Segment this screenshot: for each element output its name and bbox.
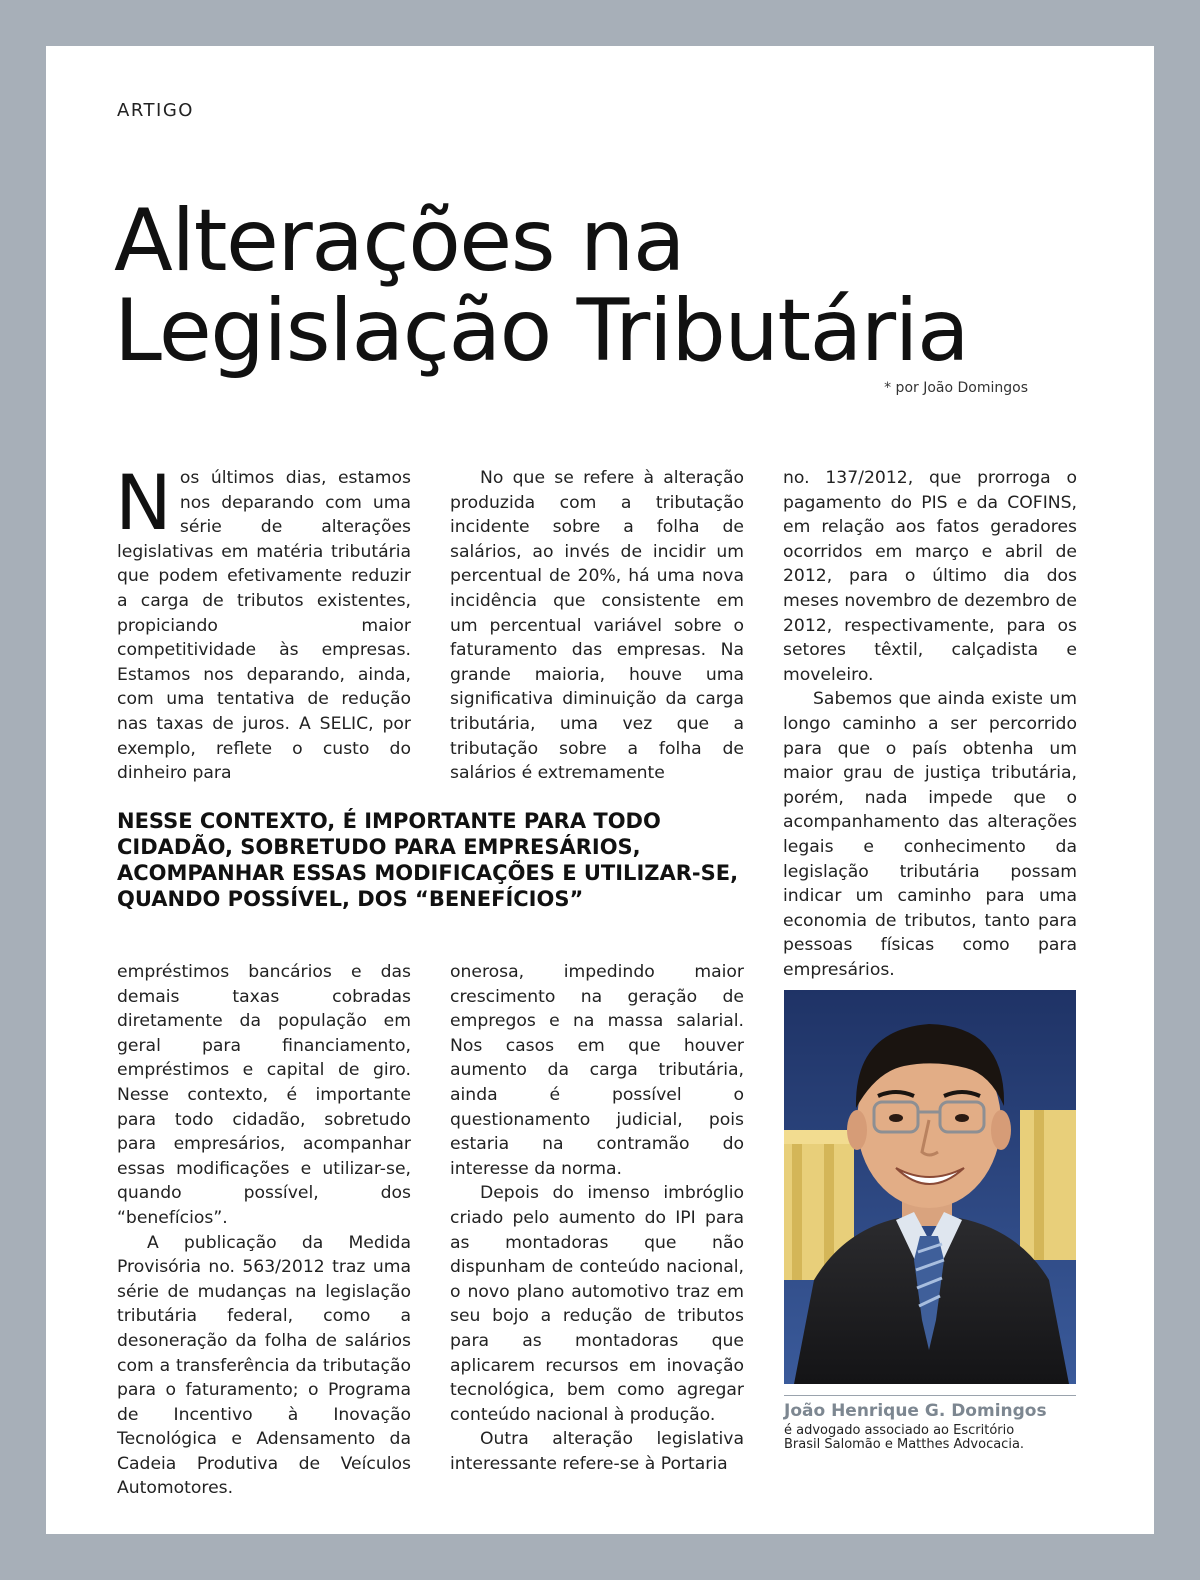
paragraph: onerosa, impedindo maior crescimento na geração de empregos e na massa salarial. Nos casos em que houver aumento da carga tributária, ainda é possível o questionamento judicial, pois estaria na contramão do interesse da norma. [450, 962, 744, 1179]
author-name: João Henrique G. Domingos [784, 1401, 1047, 1421]
article-title [114, 191, 969, 381]
caption-divider [784, 1395, 1076, 1396]
column-2-top [450, 466, 744, 786]
drop-cap: N [115, 458, 172, 547]
title-line-2: Legislação Tributária [114, 281, 969, 381]
column-2-bottom [450, 960, 744, 1476]
paragraph-text: os últimos dias, estamos nos deparando com uma série de alterações legislativas em matéria tributária que podem efetivamente reduzir a carga de tributos existentes, propiciando maior competitividade às empresas. Estamos nos deparando, ainda, com uma tentativa de redução nas taxas de juros. A SELIC, por exemplo, reflete o custo do dinheiro para [117, 468, 411, 784]
paragraph: no. 137/2012, que prorroga o pagamento do PIS e da COFINS, em relação aos fatos geradores ocorridos em março e abril de 2012, para o último dia dos meses novembro de dezembro de 2012, respectivamente, para os setores têxtil, calçadista e moveleiro. [783, 468, 1077, 685]
column-3 [783, 466, 1077, 982]
paragraph: Depois do imenso imbróglio criado pelo aumento do IPI para as montadoras que não dispunham de conteúdo nacional, o novo plano automotivo traz em seu bojo a redução de tributos para as montadoras que aplicarem recursos em inovação tecnológica, bem como agregar conteúdo nacional à produção. [450, 1183, 744, 1425]
author-description-line-2: Brasil Salomão e Matthes Advocacia. [784, 1437, 1025, 1452]
paragraph: A publicação da Medida Provisória no. 563/2012 traz uma série de mudanças na legislação tributária federal, como a desoneração da folha de salários com a transferência da tributação para o faturamento; o Programa de Incentivo à Inovação Tecnológica e Adensamento da Cadeia Produtiva de Veículos Automotores. [117, 1232, 411, 1499]
column-1-top [115, 458, 411, 786]
author-description [784, 1424, 1084, 1452]
byline: * por João Domingos [884, 380, 1028, 396]
pull-quote: NESSE CONTEXTO, É IMPORTANTE PARA TODO CIDADÃO, SOBRETUDO PARA EMPRESÁRIOS, ACOMPANHAR ESSAS MODIFICAÇÕES E UTILIZAR-SE, QUANDO POSSÍVEL, DOS “BENEFÍCIOS” [117, 809, 739, 911]
paragraph: Sabemos que ainda existe um longo caminho a ser percorrido para que o país obtenha um maior grau de justiça tributária, porém, nada impede que o acompanhamento das alterações legais e conhecimento da legislação tributária possam indicar um caminho para uma economia de tributos, tanto para pessoas físicas como para empresários. [783, 689, 1077, 980]
paragraph: empréstimos bancários e das demais taxas cobradas diretamente da população em geral para financiamento, empréstimos e capital de giro. Nesse contexto, é importante para todo cidadão, sobretudo para empresários, acompanhar essas modificações e utilizar-se, quando possível, dos “benefícios”. [117, 962, 411, 1228]
title-line-1: Alterações na [114, 191, 685, 291]
author-portrait-icon [784, 990, 1076, 1384]
author-photo [784, 990, 1076, 1384]
paragraph [115, 458, 411, 786]
author-description-line-1: é advogado associado ao Escritório [784, 1423, 1015, 1438]
section-label: ARTIGO [117, 100, 194, 121]
paragraph: No que se refere à alteração produzida com a tributação incidente sobre a folha de salários, ao invés de incidir um percentual de 20%, há uma nova incidência que consistente em um percentual variável sobre o faturamento das empresas. Na grande maioria, houve uma significativa diminuição da carga tributária, uma vez que a tributação sobre a folha de salários é extremamente [450, 468, 744, 784]
paragraph: Outra alteração legislativa interessante refere-se à Portaria [450, 1429, 744, 1474]
column-1-bottom [117, 960, 411, 1501]
article-page [46, 46, 1154, 1534]
